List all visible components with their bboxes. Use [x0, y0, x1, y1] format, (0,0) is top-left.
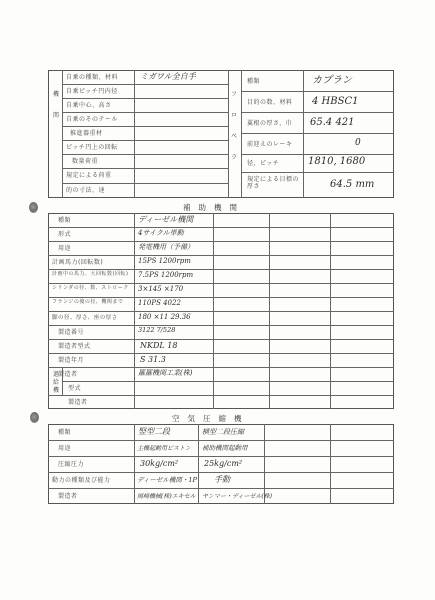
aux-row-label: 製造者	[58, 371, 78, 378]
aux-row-label: 計画中の馬力、大回転数(回転)	[52, 271, 129, 277]
aux-row-value: 4サイクル単動	[138, 229, 184, 237]
aux-row-value: 発電機用（予備）	[138, 243, 194, 251]
propeller-row-value: 65.4 421	[310, 117, 355, 128]
engine-row-label: 自乗ピッチ円内径	[66, 88, 118, 95]
engine-section-label: 機関	[52, 91, 59, 119]
engine-row-label: 数量荷重	[72, 158, 99, 165]
engine-row-label: 自乗のそのテール	[66, 116, 118, 123]
aux-row-value: S 31.3	[140, 355, 166, 364]
engine-row-label: 自乗の種類、材料	[66, 74, 119, 81]
engine-row-label: ピッチ円上の回転	[66, 144, 118, 151]
propeller-row-value: 64.5 mm	[330, 179, 375, 190]
aux-row-value: 3×145 ×170	[138, 285, 184, 293]
air-row-label: 用途	[58, 445, 72, 452]
air-row-value-1: 30kg/cm²	[140, 459, 179, 468]
aux-row-label: 製造番号	[58, 329, 85, 336]
propeller-section-label: フロペラ	[230, 91, 237, 161]
aux-row-label: フランジの後の径、機関まで	[52, 299, 124, 305]
propeller-row-value: 4 HBSC1	[312, 96, 359, 107]
air-section-title: 空気圧縮機	[172, 414, 250, 423]
air-row-value-2: 25kg/cm²	[204, 459, 243, 468]
aux-row-label: 種類	[58, 217, 72, 224]
air-row-value-2: 横型二段圧縮	[202, 428, 244, 436]
aux-row-value: 7.5PS 1200rpm	[138, 271, 194, 279]
aux-row-label: 製造者	[68, 399, 88, 406]
aux-row-label: 型式	[68, 385, 82, 392]
propeller-row-label: 種類	[247, 78, 261, 85]
air-row-value-1: 主機起動用ピストン	[137, 445, 192, 452]
aux-row-value: 180 ×11 29.36	[138, 313, 191, 321]
air-row-label: 種類	[58, 429, 72, 436]
propeller-row-value: 1810, 1680	[308, 156, 366, 167]
aux-row-value: 15PS 1200rpm	[138, 257, 191, 265]
aux-section-title: 補助機関	[183, 203, 245, 212]
aux-row-label: 製造者型式	[58, 343, 91, 350]
air-row-label: 動力の種類及び能力	[52, 477, 111, 484]
engine-row-value: ミガワル全自手	[140, 72, 196, 81]
air-row-value-1: 竪型二段	[138, 427, 170, 436]
propeller-row-value: 0	[355, 138, 361, 148]
aux-row-label: 製造年月	[58, 357, 85, 364]
propeller-row-value: カプラン	[312, 75, 352, 86]
aux-row-label: シリンダの径、数、ストローク	[52, 285, 129, 291]
aux-row-value: ディーゼル機関	[138, 215, 194, 224]
engine-row-label: 規定による荷重	[66, 172, 112, 179]
air-row-value-1: ディーゼル機関・1P	[137, 476, 197, 484]
propeller-row-label: 規定による目標の厚さ	[247, 176, 300, 190]
air-row-value-1: 岡崎機械(株)エキセル	[137, 493, 196, 500]
aux-row-value: NKDL 18	[140, 341, 178, 350]
air-row-value-2: 補助機関起動用	[202, 444, 248, 452]
aux-group-label: 過給機	[52, 371, 59, 394]
aux-row-value: 110PS 4022	[138, 299, 181, 307]
air-row-value-2: ヤンマー・ディーゼル(株)	[202, 493, 273, 500]
propeller-row-label: 径、ピッチ	[247, 160, 280, 167]
punch-hole-bottom	[30, 412, 39, 423]
air-row-label: 圧縮圧力	[58, 461, 85, 468]
engine-row-label: 的の寸法、速	[66, 187, 106, 194]
aux-row-label: 計画馬力(回転数)	[52, 259, 104, 266]
propeller-row-label: 翼根の厚さ、巾	[247, 120, 293, 127]
aux-row-value: 羅羅機関工業(株)	[138, 369, 193, 377]
aux-row-label: 形式	[58, 231, 72, 238]
propeller-row-label: 前迎えのレーキ	[247, 141, 293, 148]
aux-row-label: 用途	[58, 245, 72, 252]
air-row-label: 製造者	[58, 493, 78, 500]
air-row-value-2: 手動	[214, 475, 230, 484]
aux-row-value: 3122 7/528	[138, 326, 176, 334]
propeller-row-label: 目的の数、材料	[247, 99, 293, 106]
engine-row-label: 自乗中心、高さ	[66, 102, 112, 109]
aux-row-label: 脚の径、厚さ、座の厚さ	[52, 315, 118, 321]
engine-row-label: 推進器重材	[70, 130, 103, 137]
punch-hole-top	[29, 202, 38, 213]
